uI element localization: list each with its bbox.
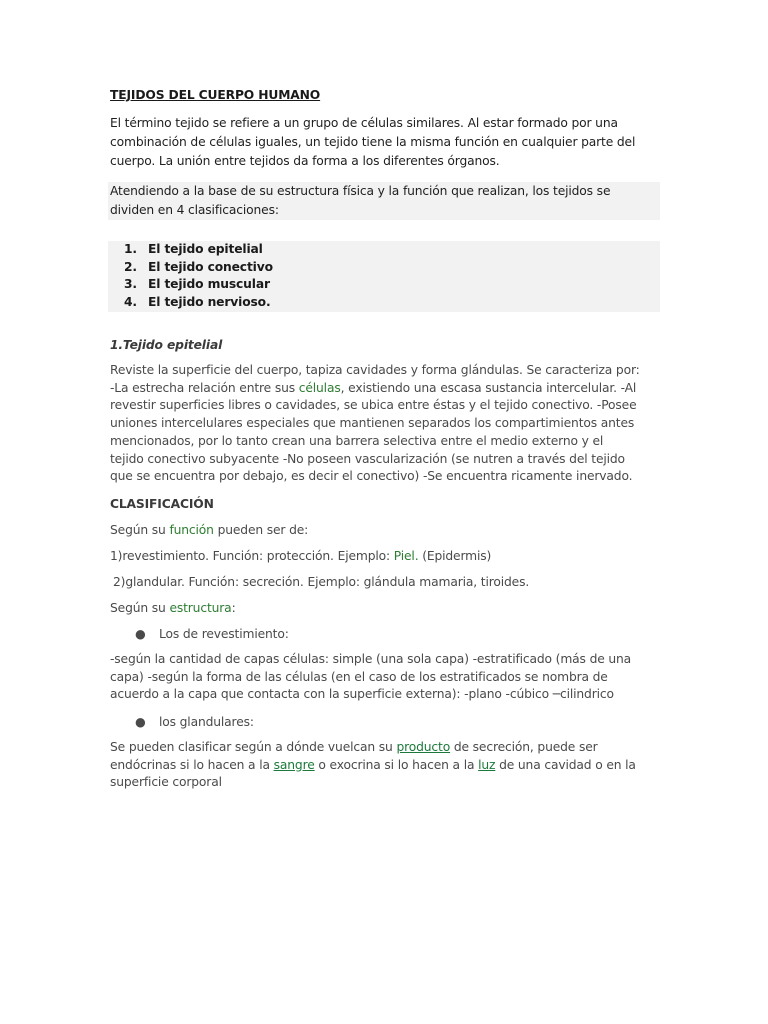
paragraph-line <box>110 380 658 398</box>
tissue-list <box>108 241 660 312</box>
list-item <box>110 259 660 277</box>
text-run: de una cavidad o en la <box>495 757 636 772</box>
bullet-icon: ● <box>135 627 146 641</box>
list-number: 2. <box>124 259 137 274</box>
piel-link[interactable]: Piel. <box>393 549 419 563</box>
bullet-icon: ● <box>135 715 146 729</box>
list-item <box>110 294 660 312</box>
list-number: 1. <box>124 242 137 256</box>
paragraph-line: acuerdo a la capa que contacta con la superficie externa): -plano -cúbico ─cilindrico <box>110 687 614 702</box>
glandular-line: 2)glandular. Función: secreción. Ejemplo: glándula mamaria, tiroides. <box>113 575 530 589</box>
luz-link[interactable]: luz <box>478 757 496 772</box>
text-run: (Epidermis) <box>418 549 492 563</box>
intro-line: combinación de células iguales, un tejido tiene la misma función en cualquier parte del <box>110 135 636 149</box>
list-item <box>110 241 660 259</box>
text-run: pueden ser de: <box>213 523 309 537</box>
paragraph-line: capa) -según la forma de las células (en el caso de los estratificados se nombra de <box>110 669 608 684</box>
paragraph-line: Reviste la superficie del cuerpo, tapiza cavidades y forma glándulas. Se caracteriza por: <box>110 363 640 377</box>
text-run: -La estrecha relación entre sus <box>110 380 299 395</box>
segun-estructura-line <box>110 599 658 618</box>
text-run: Se pueden clasificar según a dónde vuelcan su <box>110 740 397 754</box>
funcion-link[interactable]: función <box>169 523 214 537</box>
paragraph-line: que se encuentra por debajo, es decir el conectivo) -Se encuentra ricamente inervado. <box>110 469 633 484</box>
bullet-item <box>135 625 683 644</box>
paragraph-line: superficie corporal <box>110 775 222 790</box>
text-run: , existiendo una escasa sustancia intercelular. -Al <box>340 380 637 395</box>
basis-line: dividen en 4 clasificaciones: <box>110 203 279 217</box>
paragraph-line <box>110 739 658 757</box>
list-item-label: El tejido nervioso. <box>148 295 271 310</box>
text-run: Según su <box>110 601 170 615</box>
intro-line: cuerpo. La unión entre tejidos da forma a los diferentes órganos. <box>110 154 500 168</box>
list-item-label: El tejido muscular <box>148 277 270 292</box>
glandulares-paragraph <box>110 739 658 792</box>
text-run: 1)revestimiento. Función: protección. Ejemplo: <box>110 549 394 563</box>
list-item-label: El tejido conectivo <box>148 259 273 274</box>
text-run: : <box>231 601 236 615</box>
list-item <box>110 276 660 294</box>
intro-paragraph <box>110 114 658 171</box>
text-run: endócrinas si lo hacen a la <box>110 757 274 772</box>
classification-basis-paragraph <box>108 182 660 220</box>
capas-paragraph <box>110 651 658 704</box>
bullet-label: los glandulares: <box>159 715 254 729</box>
list-item-label: El tejido epitelial <box>148 242 263 256</box>
intro-line: El término tejido se refiere a un grupo de células similares. Al estar formado por una <box>110 116 618 130</box>
revestimiento-line <box>110 547 658 566</box>
segun-funcion-line <box>110 521 658 540</box>
paragraph-line: revestir superficies libres o cavidades, se ubica entre éstas y el tejido conectivo. -Posee <box>110 398 637 413</box>
bullet-item <box>135 713 683 732</box>
celulas-link[interactable]: células <box>298 380 341 395</box>
bullet-label: Los de revestimiento: <box>159 627 289 641</box>
epitelial-heading: 1.Tejido epitelial <box>110 338 223 352</box>
text-run: Según su <box>110 523 170 537</box>
text-run: de secreción, puede ser <box>450 740 598 754</box>
list-number: 3. <box>124 277 137 292</box>
producto-link[interactable]: producto <box>396 740 451 754</box>
text-run: o exocrina si lo hacen a la <box>314 757 479 772</box>
page-title: TEJIDOS DEL CUERPO HUMANO <box>110 88 321 102</box>
paragraph-line: tejido conectivo subyacente -No poseen vascularización (se nutren a través del tejido <box>110 451 625 466</box>
sangre-link[interactable]: sangre <box>273 757 315 772</box>
paragraph-line: uniones intercelulares especiales que mantienen separados los compartimientos antes <box>110 416 635 431</box>
estructura-link[interactable]: estructura <box>169 601 232 615</box>
list-number: 4. <box>124 295 137 310</box>
clasificacion-heading: CLASIFICACIÓN <box>110 497 214 511</box>
epitelial-paragraph <box>110 362 658 486</box>
paragraph-line <box>110 757 658 775</box>
paragraph-line: -según la cantidad de capas células: simple (una sola capa) -estratificado (más de una <box>110 652 632 666</box>
paragraph-line: mencionados, por lo tanto crean una barrera selectiva entre el medio externo y el <box>110 433 604 448</box>
basis-line: Atendiendo a la base de su estructura física y la función que realizan, los tejidos se <box>110 184 611 198</box>
